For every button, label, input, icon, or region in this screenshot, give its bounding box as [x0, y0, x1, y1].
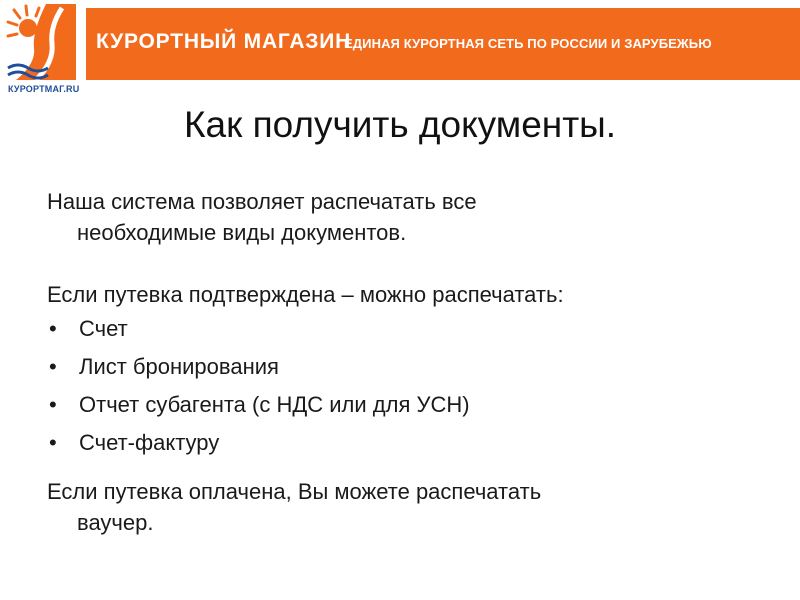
- bullet-icon: •: [49, 316, 57, 341]
- logo-caption: КУРОРТМАГ.RU: [8, 84, 80, 94]
- bullet-icon: •: [49, 430, 57, 455]
- slide-title: Как получить документы.: [183, 104, 617, 145]
- list-item: • Счет-фактуру: [47, 424, 767, 462]
- brand-name: КУРОРТНЫЙ МАГАЗИН: [96, 30, 352, 53]
- paragraph-paid-line2: ваучер.: [77, 510, 154, 535]
- list-item: • Счет: [47, 310, 767, 348]
- paragraph-intro: [47, 186, 767, 248]
- bullet-icon: •: [49, 354, 57, 379]
- paragraph-paid: [47, 476, 767, 538]
- brand-tagline: ЕДИНАЯ КУРОРТНАЯ СЕТЬ ПО РОССИИ И ЗАРУБЕЖЬЮ: [344, 36, 712, 51]
- header-banner: [86, 8, 800, 80]
- paragraph-intro-line1: Наша система позволяет распечатать все: [47, 189, 477, 214]
- bullet-icon: •: [49, 392, 57, 417]
- paragraph-intro-line2: необходимые виды документов.: [77, 220, 407, 245]
- list-item: • Отчет субагента (с НДС или для УСН): [47, 386, 767, 424]
- logo[interactable]: [0, 0, 84, 100]
- list-item: • Лист бронирования: [47, 348, 767, 386]
- sun-beach-logo-icon: [6, 4, 78, 82]
- paragraph-confirmed: Если путевка подтверждена – можно распечатать:: [47, 282, 564, 307]
- paragraph-paid-line1: Если путевка оплачена, Вы можете распечатать: [47, 479, 542, 504]
- document-list: [47, 310, 767, 462]
- slide-body: [47, 186, 767, 538]
